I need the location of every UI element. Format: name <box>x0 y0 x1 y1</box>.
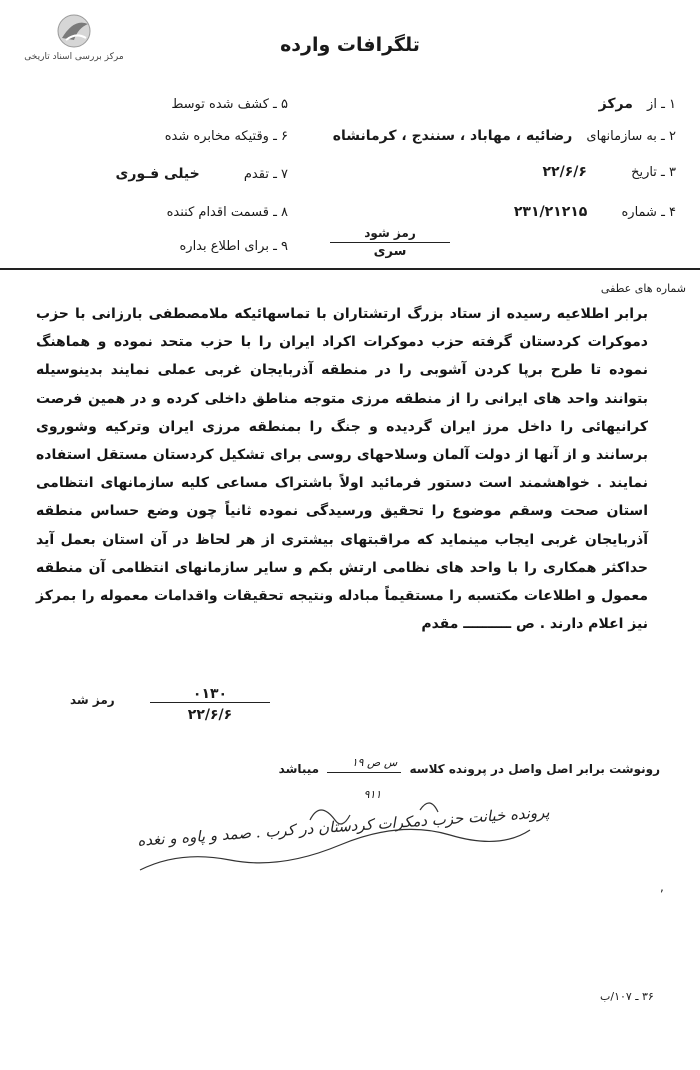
field-from-value: مرکز <box>598 96 633 112</box>
ciphered-label: رمز شد <box>70 693 115 707</box>
copy-note-tail: میباشد <box>278 762 320 776</box>
field-transmitted-label: ۶ ـ وقتیکه مخابره شده <box>164 129 288 144</box>
field-number <box>514 204 676 220</box>
copy-note-handwritten-sub: ۹۱۱ <box>363 788 382 801</box>
footer-page-number: ۳۶ ـ ۱۰۷/ب <box>600 990 654 1003</box>
field-priority-label: ۷ ـ تقدم <box>243 167 288 182</box>
copy-note-text: رونوشت برابر اصل واصل در پرونده کلاسه <box>409 762 660 776</box>
field-date <box>543 164 676 180</box>
ciphered-number-value: ۰۱۳۰ <box>150 686 270 703</box>
field-to-label: ۲ ـ به سازمانهای <box>586 129 676 144</box>
field-priority <box>116 166 288 182</box>
field-number-value: ۲۳۱/۲۱۲۱۵ <box>513 204 588 220</box>
copy-note-handwritten: س ص ۱۹ <box>351 756 398 769</box>
document-title: تلگرافات وارده <box>280 34 420 56</box>
reference-numbers-label: شماره های عطفی <box>600 282 686 295</box>
telegram-body: برابر اطلاعیه رسیده از ستاد بزرگ ارتشتاران با تماسهائیکه ملامصطفی بارزانی با حزب دموکرات کردستان گرفته حزب دموکرات اکراد ایران را با حزب متحد نموده و هماهنگ نموده تا طرح برپا کردن آشوبی را در منطقه آذربایجان غربی عملی نمایند بدینوسیله بتوانند واحد های ایرانی را از منطقه مرزی متوجه مناطق داخلی کرده و در همین فرصت کرانیهائی را داخل مرز ایران گردیده و جنگ را بمنطقه مرزی ایران وترکیه وشوروی برسانند و از آنها از دولت آلمان وسلاحهای روسی برای تشکیل کردستان مستقل استفاده نمایند . خواهشمند است دستور فرمائید اولاً باشتراک مساعی کلیه سازمانهای انتظامی استان صحت وسقم موضوع را تحقیق ورسیدگی نموده ثانیاً چون وضع حساس منطقه آذربایجان غربی ایجاب مینماید که مراقبتهای بیشتری از هر لحاظ در آن استان بعمل آید حداکثر همکاری را با واحد های نظامی ارتش بکم و سایر سازمانهای انتظامی آن منطقه معمول و اطلاعات مکتسبه را مستقیماً مبادله ونتیجه تحقیقات واقدامات معموله را بمرکز نیز اعلام دارند . ص ــــــــــ مقدم <box>36 306 648 633</box>
field-from-label: ۱ ـ از <box>647 97 676 112</box>
field-number-label: ۴ ـ شماره <box>621 205 676 220</box>
handwriting-scribble-icon <box>120 790 540 890</box>
cipher-label: رمز شود <box>364 226 416 240</box>
field-priority-value: خیلی فـوری <box>115 166 200 182</box>
field-from <box>599 96 676 112</box>
field-date-label: ۳ ـ تاریخ <box>631 165 676 180</box>
field-acting-dept-label: ۸ ـ قسمت اقدام کننده <box>166 205 288 220</box>
copy-note <box>278 756 660 801</box>
ciphered-date: ۲۲/۶/۶ <box>187 707 233 723</box>
field-date-value: ۲۲/۶/۶ <box>542 164 587 180</box>
field-acting-dept <box>157 204 288 220</box>
field-decoded-by-label: ۵ ـ کشف شده توسط <box>171 97 288 112</box>
field-info-to-label: ۹ ـ برای اطلاع بداره <box>179 239 288 254</box>
margin-mark: , <box>660 880 664 894</box>
field-to-value: رضائیه ، مهاباد ، سنندج ، کرمانشاه <box>332 128 573 144</box>
cipher-mark <box>330 226 450 259</box>
field-info-to <box>169 238 288 254</box>
archive-logo-text: مرکز بررسی اسناد تاریخی <box>24 52 124 62</box>
header-divider <box>0 268 700 270</box>
cipher-value: سری <box>330 242 450 259</box>
field-to <box>333 128 676 144</box>
field-transmitted <box>155 128 288 144</box>
field-decoded-by <box>161 96 288 112</box>
handwritten-note: پرونده خیانت حزب دمکرات کردستان در کرب . صمد و پاوه و نغده <box>136 803 551 850</box>
ciphered-number <box>150 686 270 723</box>
